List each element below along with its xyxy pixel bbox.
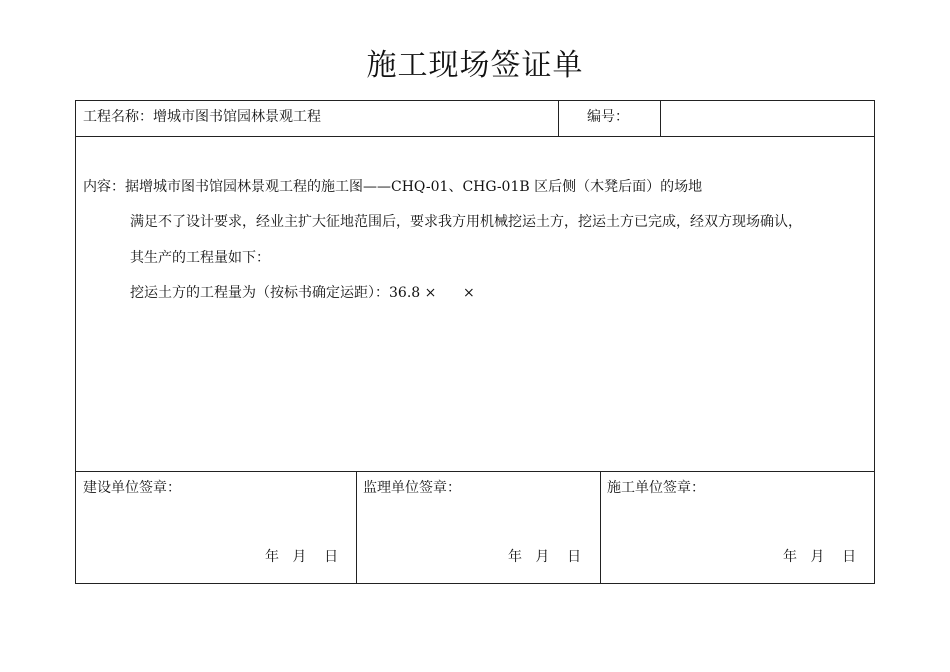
signature-divider-2 <box>600 471 601 584</box>
signature-divider-1 <box>356 471 357 584</box>
project-name-label: 工程名称： <box>83 109 153 125</box>
number-label: 编号： <box>587 109 629 125</box>
content-label: 内容： <box>83 179 125 195</box>
header-divider-1 <box>558 101 559 136</box>
supervisor-signature-date: 年 月 日 <box>508 549 582 565</box>
visa-form-table <box>75 100 875 584</box>
supervisor-signature-label: 监理单位签章： <box>363 480 461 496</box>
header-row-divider <box>76 136 874 137</box>
content-line-4: 挖运土方的工程量为（按标书确定运距）：36.8 × × <box>130 285 475 301</box>
project-name-field <box>83 107 321 127</box>
content-line-3: 其生产的工程量如下： <box>130 250 270 266</box>
content-line-1 <box>83 177 702 197</box>
project-name-value: 增城市图书馆园林景观工程 <box>153 109 321 125</box>
form-title: 施工现场签证单 <box>366 48 584 83</box>
contractor-signature-date: 年 月 日 <box>783 549 857 565</box>
content-row-divider <box>76 471 874 472</box>
client-signature-label: 建设单位签章： <box>83 480 181 496</box>
header-divider-2 <box>660 101 661 136</box>
client-signature-date: 年 月 日 <box>265 549 339 565</box>
content-text-1: 据增城市图书馆园林景观工程的施工图——CHQ-01、CHG-01B 区后侧（木凳后面）的场地 <box>125 179 703 195</box>
contractor-signature-label: 施工单位签章： <box>607 480 705 496</box>
content-line-2: 满足不了设计要求，经业主扩大征地范围后，要求我方用机械挖运土方，挖运土方已完成，经双方现场确认， <box>130 214 802 230</box>
